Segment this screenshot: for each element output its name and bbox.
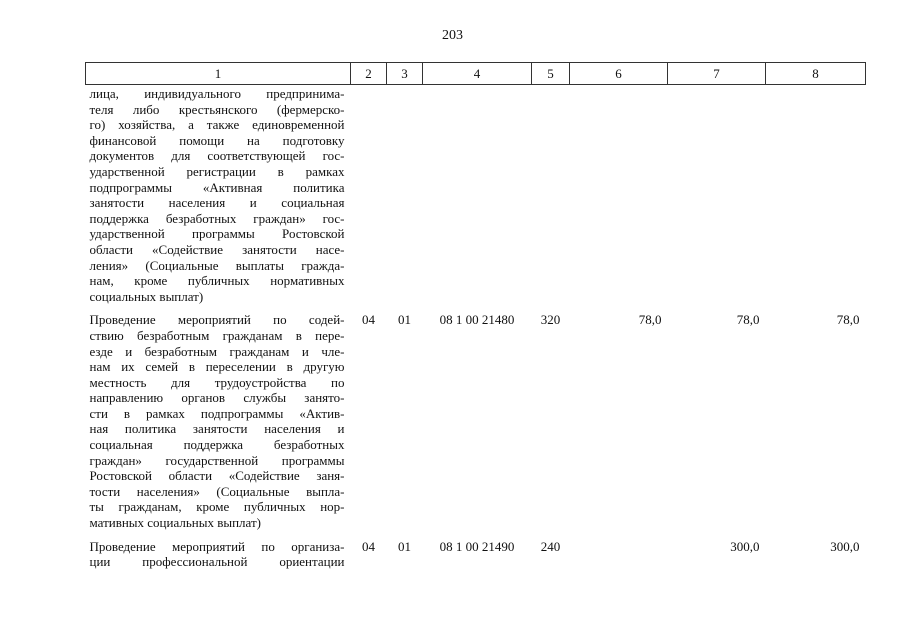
- description-line: нам, кроме публичных нормативных: [89, 273, 345, 289]
- description-line: ная политика занятости населения и: [89, 421, 345, 437]
- amount-year-1: [570, 539, 668, 578]
- amount-year-3: 300,0: [830, 538, 860, 554]
- amount-year-1: 78,0: [638, 312, 662, 328]
- description-line: ударственной регистрации в рамках: [89, 163, 345, 179]
- amount-year-2: 300,0: [730, 538, 760, 554]
- description-line: социальных выплат): [89, 288, 204, 304]
- description-line: поддержка безработных граждан» гос-: [89, 210, 345, 226]
- description-line: финансовой помощи на подготовку: [89, 132, 345, 148]
- description-line: ции профессиональной ориентации: [89, 554, 345, 570]
- amount-year-3: 78,0: [836, 312, 860, 328]
- table-body: [86, 85, 866, 578]
- description-line: ствию безработным гражданам в пере-: [89, 327, 345, 343]
- section-code: 04: [362, 312, 375, 328]
- page-number: 203: [442, 28, 463, 43]
- description-line: Ростовской области «Содействие заня-: [89, 468, 345, 484]
- subsection-code: [387, 85, 423, 313]
- description-line: занятости населения и социальная: [89, 195, 345, 211]
- header-col-5: 5: [532, 63, 570, 85]
- subsection-code: 01: [398, 312, 411, 328]
- header-col-4: 4: [423, 63, 532, 85]
- amount-year-2: 78,0: [736, 312, 760, 328]
- header-col-7: 7: [668, 63, 766, 85]
- description-line: сти в рамках подпрограммы «Актив-: [89, 405, 345, 421]
- description-line: Проведение мероприятий по содей-: [89, 312, 345, 328]
- target-article-code: 08 1 00 21490: [439, 538, 515, 554]
- description-line: лица, индивидуального предпринима-: [89, 86, 345, 101]
- description-line: местность для трудоустройства по: [89, 374, 345, 390]
- section-code: 04: [362, 538, 375, 554]
- target-article-code: [423, 85, 532, 313]
- expense-type-code: [532, 85, 570, 313]
- description-line: теля либо крестьянского (фермерско-: [89, 101, 345, 117]
- header-col-1: 1: [86, 63, 351, 85]
- description-line: нам их семей в переселении в другую: [89, 359, 345, 375]
- description-line: ты гражданам, кроме публичных нор-: [89, 499, 345, 515]
- section-code: [351, 85, 387, 313]
- budget-table: [85, 62, 866, 578]
- description-line: направлению органов службы занято-: [89, 390, 345, 406]
- target-article-code: 08 1 00 21480: [439, 312, 515, 328]
- expense-type-code: 240: [540, 538, 561, 554]
- amount-year-2: [668, 85, 766, 313]
- amount-year-3: [766, 85, 866, 313]
- description-line: области «Содействие занятости насе-: [89, 241, 345, 257]
- header-col-2: 2: [351, 63, 387, 85]
- description-line: граждан» государственной программы: [89, 452, 345, 468]
- row-description: [86, 312, 351, 538]
- table-row: [86, 539, 866, 578]
- description-line: документов для соответствующей гос-: [89, 148, 345, 164]
- header-row: [86, 63, 866, 85]
- header-col-3: 3: [387, 63, 423, 85]
- description-line: социальная поддержка безработных: [89, 437, 345, 453]
- description-line: тости населения» (Социальные выпла-: [89, 483, 345, 499]
- description-line: ударственной программы Ростовской: [89, 226, 345, 242]
- header-col-6: 6: [570, 63, 668, 85]
- description-line: подпрограммы «Активная политика: [89, 179, 345, 195]
- subsection-code: 01: [398, 538, 411, 554]
- table-row: [86, 312, 866, 538]
- amount-year-1: [570, 85, 668, 313]
- table-row: [86, 85, 866, 313]
- description-line: Проведение мероприятий по организа-: [89, 538, 345, 554]
- description-line: мативных социальных выплат): [89, 515, 261, 531]
- header-col-8: 8: [766, 63, 866, 85]
- row-description: [86, 539, 351, 578]
- description-line: езде и безработным гражданам и чле-: [89, 343, 345, 359]
- expense-type-code: 320: [540, 312, 561, 328]
- row-description: [86, 85, 351, 313]
- description-line: го) хозяйства, а также единовременной: [89, 117, 345, 133]
- description-line: ления» (Социальные выплаты гражда-: [89, 257, 345, 273]
